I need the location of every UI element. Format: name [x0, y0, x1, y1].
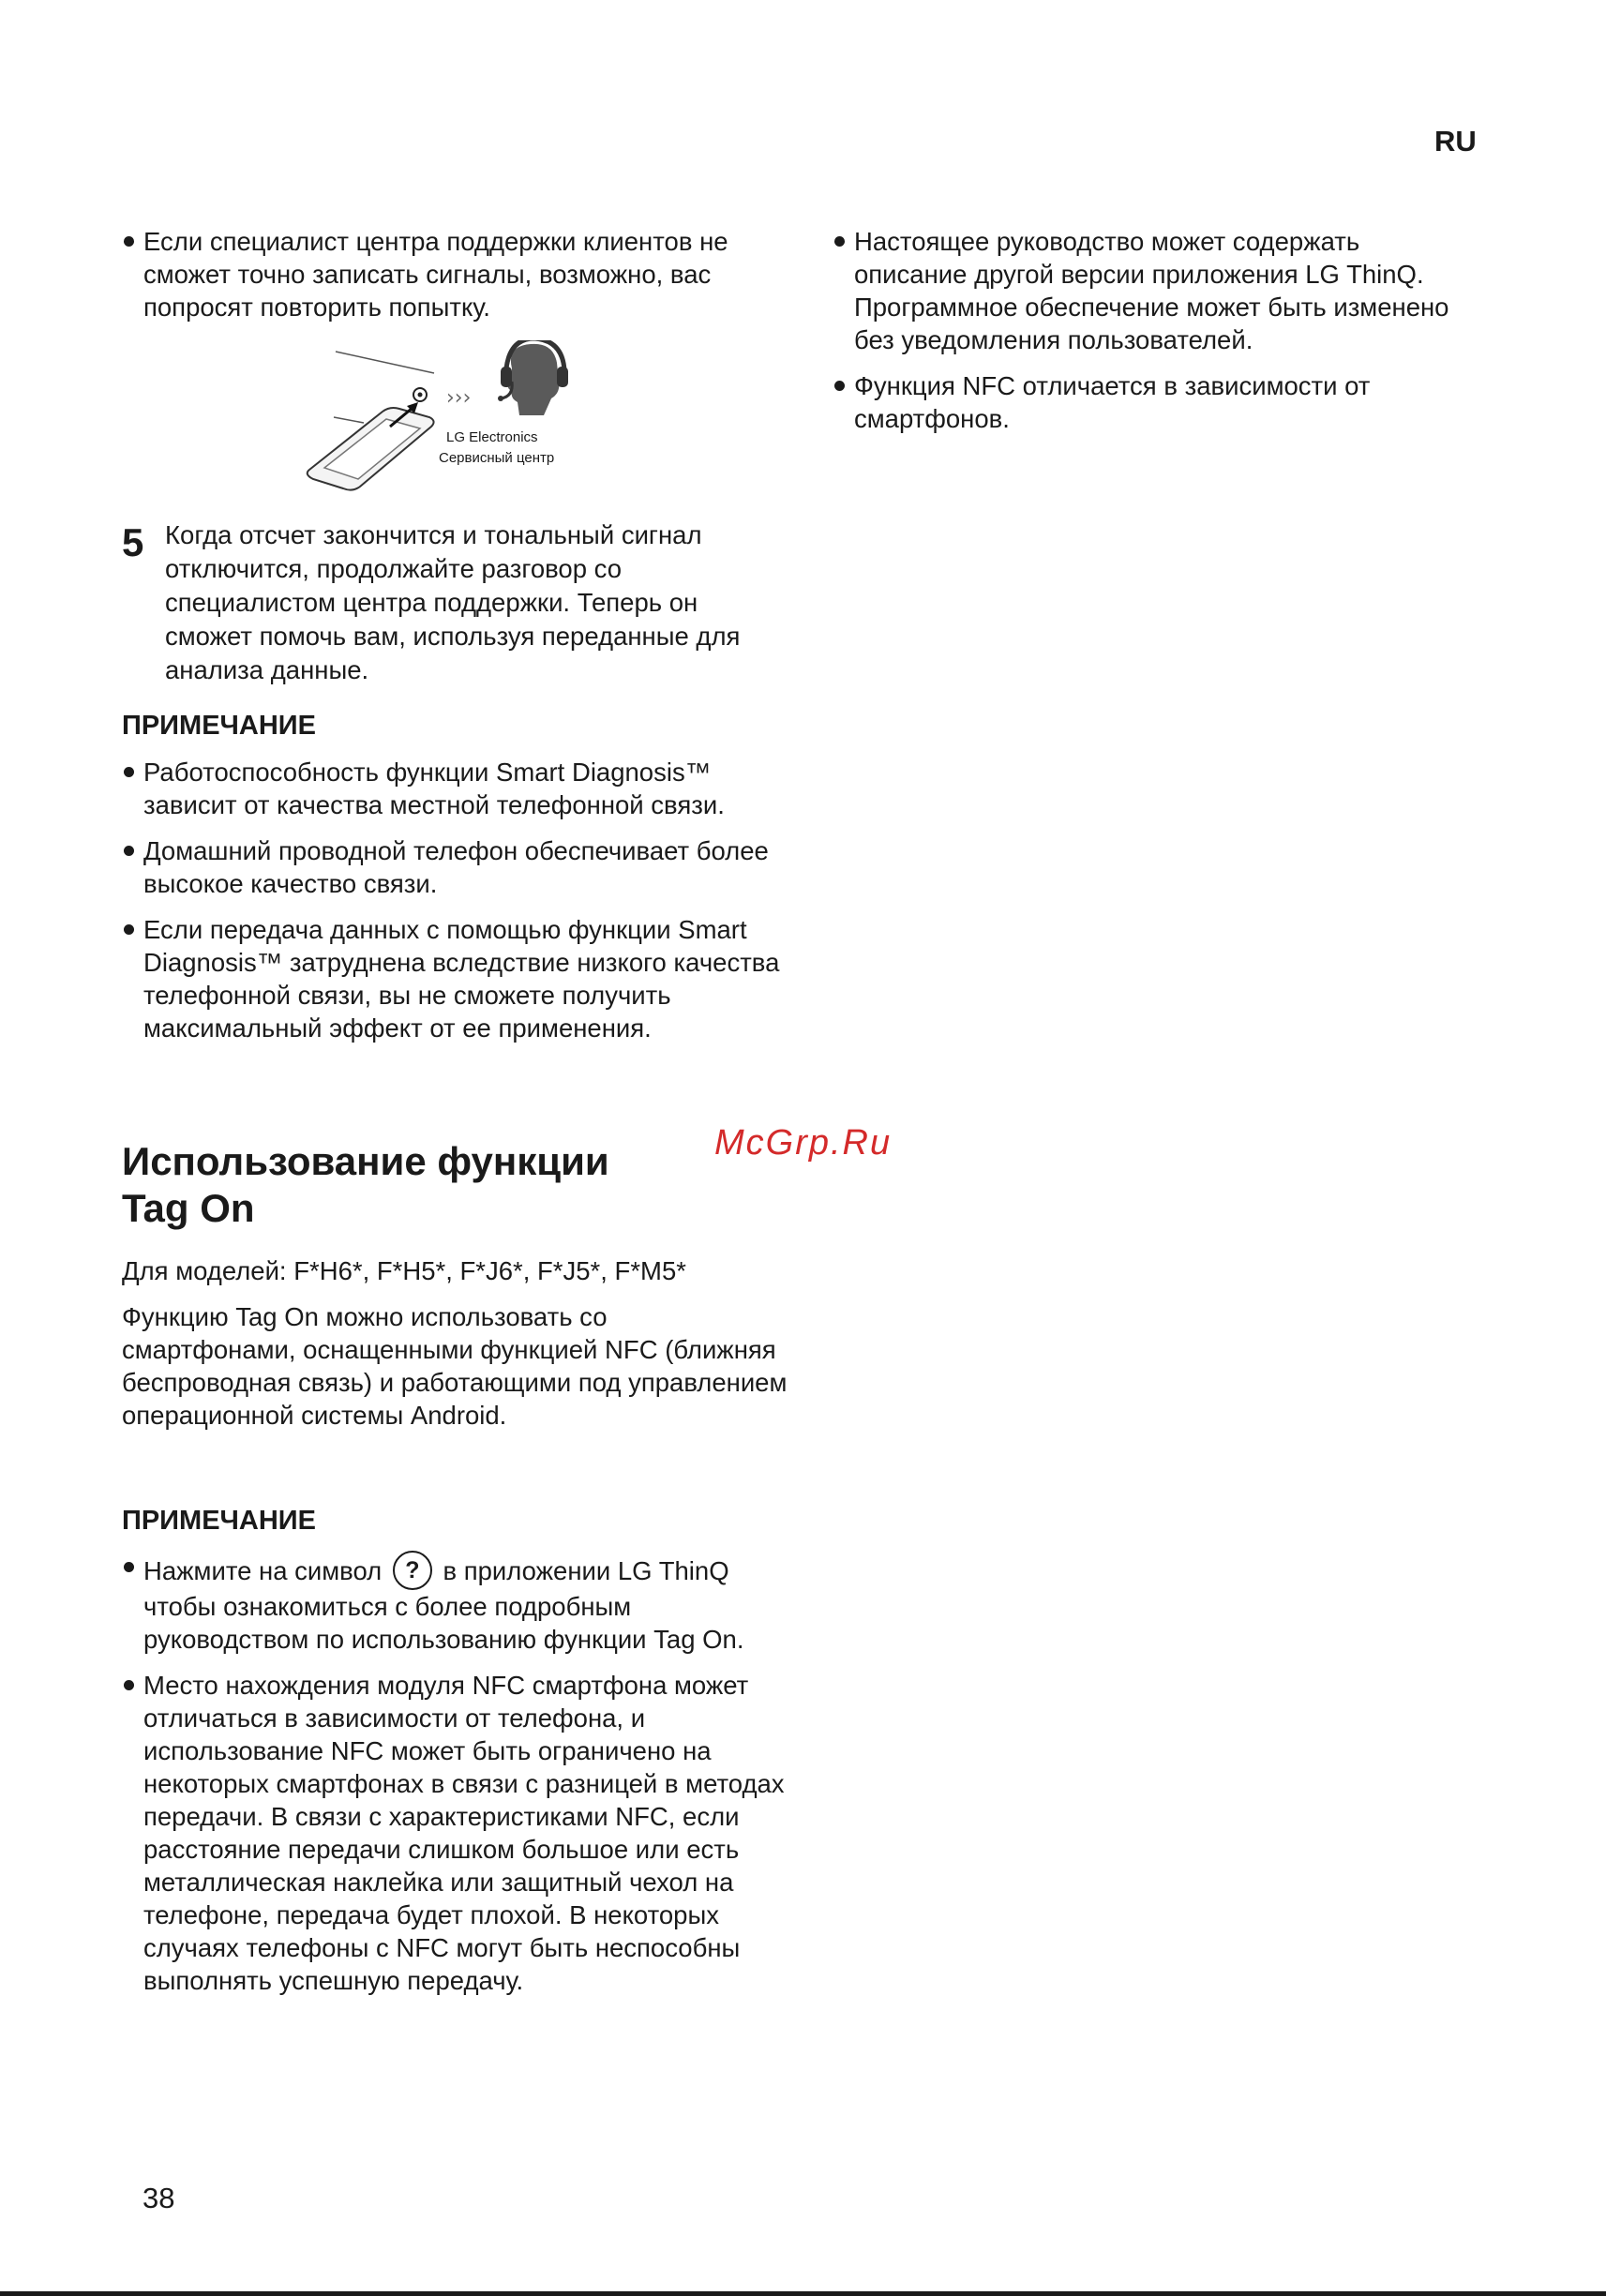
bottom-border [0, 2291, 1606, 2296]
support-agent-headset-icon [498, 340, 568, 415]
list-item: Если передача данных с помощью функции Smart Diagnosis™ затруднена вследствие низкого качества телефонной связи, вы не сможете получить максимальный эффект от ее применения. [122, 913, 788, 1044]
smartphone-icon [308, 408, 434, 490]
step-text: Когда отсчет закончится и тональный сигнал отключится, продолжайте разговор со специалистом центра поддержки. Теперь он сможет помочь вам, используя переданные для анализа данные. [165, 520, 741, 684]
note-text-after-icon: в приложении LG ThinQ чтобы ознакомиться с более подробным руководством по использованию функции Tag On. [143, 1556, 744, 1654]
phone-to-headset-graphic [289, 340, 711, 500]
section-description: Функцию Tag On можно использовать со смартфонами, оснащенными функцией NFC (ближняя беспроводная связь) и работающими под управлением операционной системы Android. [122, 1302, 788, 1430]
note-list [122, 1551, 788, 1997]
models-line: Для моделей: F*H6*, F*H5*, F*J6*, F*J5*, F*M5* [122, 1256, 686, 1285]
transfer-arrows-icon: ››› [446, 386, 472, 410]
right-column [833, 225, 1461, 448]
language-code: RU [1434, 125, 1477, 158]
list-item: Функция NFC отличается в зависимости от смартфонов. [833, 369, 1461, 435]
list-item: Домашний проводной телефон обеспечивает более высокое качество связи. [122, 834, 788, 900]
list-item: Если специалист центра поддержки клиентов не сможет точно записать сигналы, возможно, вас попросят повторить попытку. [122, 225, 788, 323]
illustration-label-company: LG Electronics [446, 429, 538, 445]
list-item: Работоспособность функции Smart Diagnosis™ зависит от качества местной телефонной связи. [122, 756, 788, 821]
list-item: Место нахождения модуля NFC смартфона может отличаться в зависимости от телефона, и использование NFC может быть ограничено на некоторых смартфонах в связи с разницей в методах передачи. В связи с характеристиками NFC, если расстояние передачи слишком большое или есть металлическая наклейка или защитный чехол на телефоне, передача будет плохой. В некоторых случаях телефоны с NFC могут быть неспособны выполнять успешную передачу. [122, 1669, 788, 1997]
note-heading: ПРИМЕЧАНИЕ [122, 711, 316, 741]
top-bullet-list [122, 225, 788, 323]
help-question-icon: ? [393, 1551, 432, 1590]
note-list [122, 756, 788, 1044]
nfc-tag-icon [413, 388, 427, 401]
right-bullet-list [833, 225, 1461, 435]
note-text-before-icon: Нажмите на символ [143, 1556, 383, 1585]
list-item: Настоящее руководство может содержать описание другой версии приложения LG ThinQ. Программное обеспечение может быть изменено без уведомления пользователей. [833, 225, 1461, 356]
step-number: 5 [122, 520, 144, 564]
left-column [122, 225, 788, 2010]
page-number: 38 [143, 2182, 175, 2214]
note-heading: ПРИМЕЧАНИЕ [122, 1506, 316, 1536]
list-item [122, 1551, 788, 1656]
watermark-text: McGrp.Ru [714, 1123, 893, 1163]
illustration-label-service: Сервисный центр [439, 450, 555, 466]
section-title: Использование функции Tag On [122, 1139, 609, 1230]
step-5 [122, 518, 788, 687]
service-center-illustration [289, 340, 711, 500]
